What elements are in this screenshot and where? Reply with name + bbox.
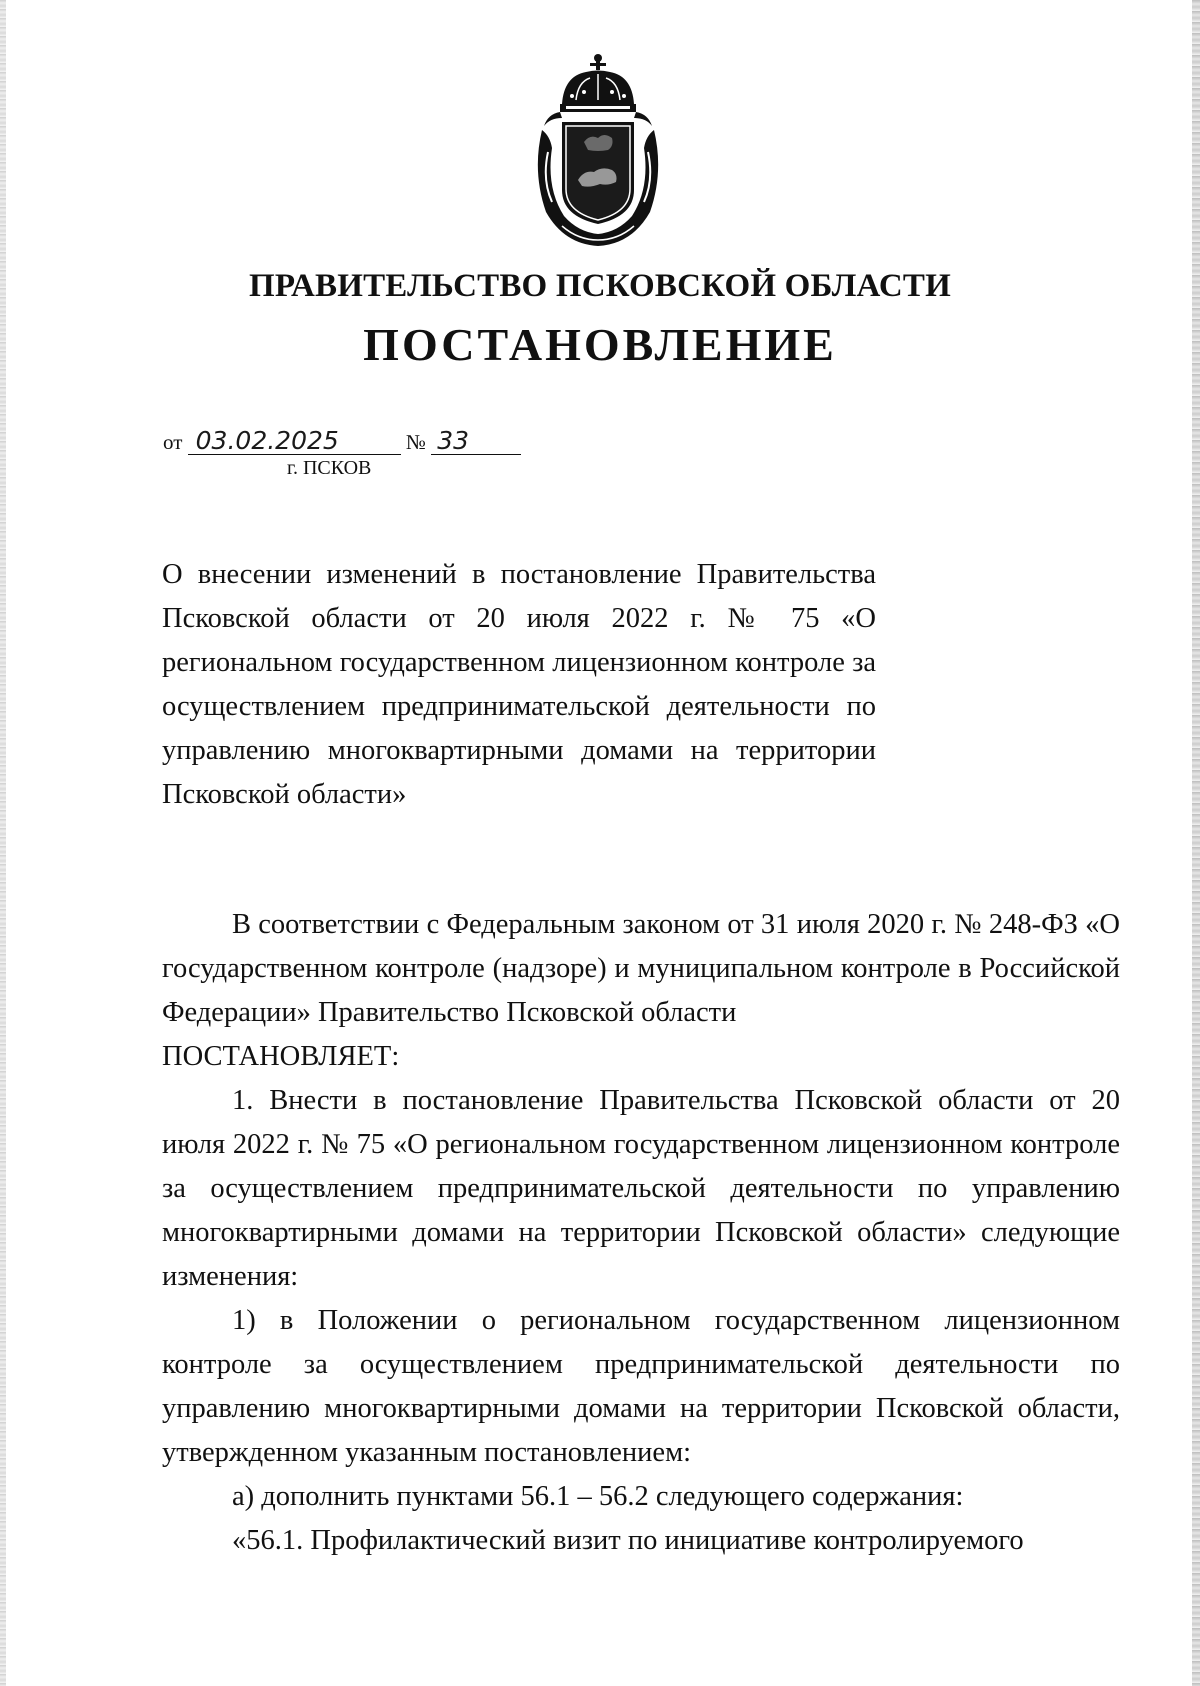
scan-edge-left bbox=[0, 0, 6, 1686]
resolves-paragraph: ПОСТАНОВЛЯЕТ: bbox=[162, 1041, 400, 1072]
number-prefix: № bbox=[405, 430, 426, 454]
document-date: 03.02.2025 bbox=[188, 428, 401, 455]
document-subject: О внесении изменений в постановление Правительства Псковской области от 20 июля 2022 г. № 75 «О региональном государственном лицензионном контроле за осуществлением предпринимательской деятельности по управлению многоквартирными домами на территории Псковской области» bbox=[162, 559, 876, 810]
item-1-1-paragraph: 1) в Положении о региональном государственном лицензионном контроле за осуществлением предпринимательской деятельности по управлению многоквартирными домами на территории Псковской области, утвержденном указанным постановлением: bbox=[162, 1305, 1120, 1468]
scan-edge-right bbox=[1192, 0, 1200, 1686]
item-1-1-a-paragraph: а) дополнить пунктами 56.1 – 56.2 следующего содержания: bbox=[232, 1481, 964, 1512]
pskov-coat-of-arms-icon bbox=[528, 52, 668, 248]
preamble-paragraph: В соответствии с Федеральным законом от 31 июля 2020 г. № 248-ФЗ «О государственном контроле (надзоре) и муниципальном контроле в Российской Федерации» Правительство Псковской области bbox=[162, 909, 1120, 1028]
date-prefix: от bbox=[163, 430, 183, 454]
document-type-title: ПОСТАНОВЛЕНИЕ bbox=[363, 319, 837, 370]
document-body bbox=[162, 903, 1120, 1563]
item-56-1-paragraph: «56.1. Профилактический визит по инициативе контролируемого bbox=[232, 1525, 1024, 1556]
document-number: 33 bbox=[431, 428, 521, 455]
registration-line bbox=[163, 428, 521, 455]
government-name: ПРАВИТЕЛЬСТВО ПСКОВСКОЙ ОБЛАСТИ bbox=[248, 268, 952, 304]
city-label: г. ПСКОВ bbox=[287, 457, 372, 479]
item-1-paragraph: 1. Внести в постановление Правительства Псковской области от 20 июля 2022 г. № 75 «О региональном государственном лицензионном контроле за осуществлением предпринимательской деятельности по управлению многоквартирными домами на территории Псковской области» следующие изменения: bbox=[162, 1085, 1120, 1292]
